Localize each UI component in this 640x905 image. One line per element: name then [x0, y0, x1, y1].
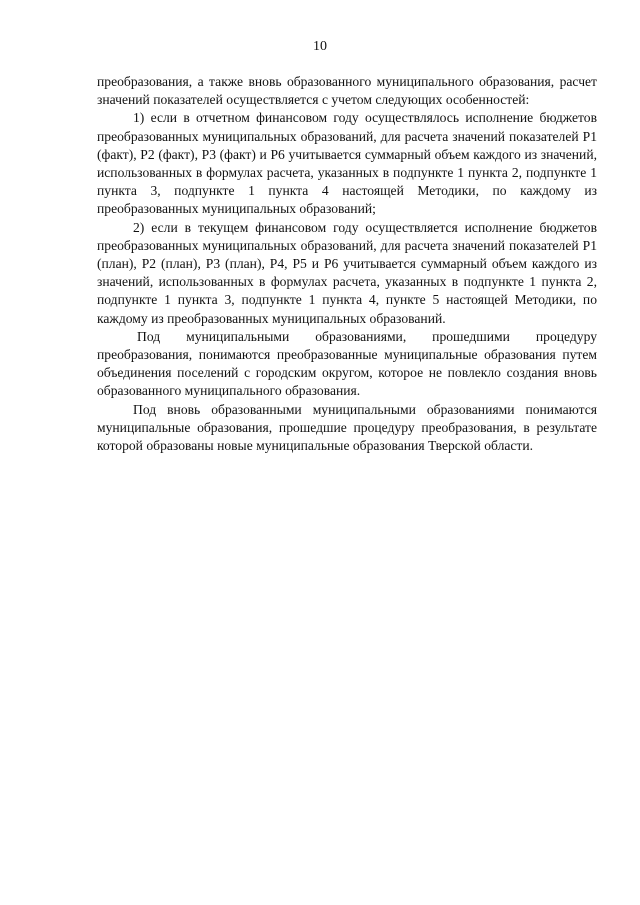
paragraph-definition-new: Под вновь образованными муниципальными образованиями понимаются муниципальные образования, прошедшие процедуру преобразования, в результате которой образованы новые муниципальные образования Тверской области. — [97, 401, 597, 454]
paragraph-intro: преобразования, а также вновь образованного муниципального образования, расчет значений показателей осуществляется с учетом следующих особенностей: — [97, 74, 597, 108]
page-number: 10 — [313, 39, 327, 54]
document-body — [97, 73, 597, 455]
paragraph-item-1: 1) если в отчетном финансовом году осуществлялось исполнение бюджетов преобразованных муниципальных образований, для расчета значений показателей Р1 (факт), Р2 (факт), Р3 (факт) и Р6 учитывается суммарный объем каждого из значений, использованных в формулах расчета, указанных в подпункте 1 пункта 2, подпункте 1 пункта 3, подпункте 1 пункта 4 настоящей Методики, по каждому из преобразованных муниципальных образований; — [97, 110, 597, 217]
paragraph-definition-transformed: Под муниципальными образованиями, прошедшими процедуру преобразования, понимаются преобразованные муниципальные образования путем объединения поселений с городским округом, которое не повлекло создания вновь образованного муниципального образования. — [97, 328, 597, 399]
paragraph-item-2: 2) если в текущем финансовом году осуществляется исполнение бюджетов преобразованных муниципальных образований, для расчета значений показателей Р1 (план), Р2 (план), Р3 (план), Р4, Р5 и Р6 учитывается суммарный объем каждого из значений, использованных в формулах расчета, указанных в подпункте 1 пункта 2, подпункте 1 пункта 3, подпункте 1 пункта 4, пункте 5 настоящей Методики, по каждому из преобразованных муниципальных образований. — [97, 219, 597, 326]
